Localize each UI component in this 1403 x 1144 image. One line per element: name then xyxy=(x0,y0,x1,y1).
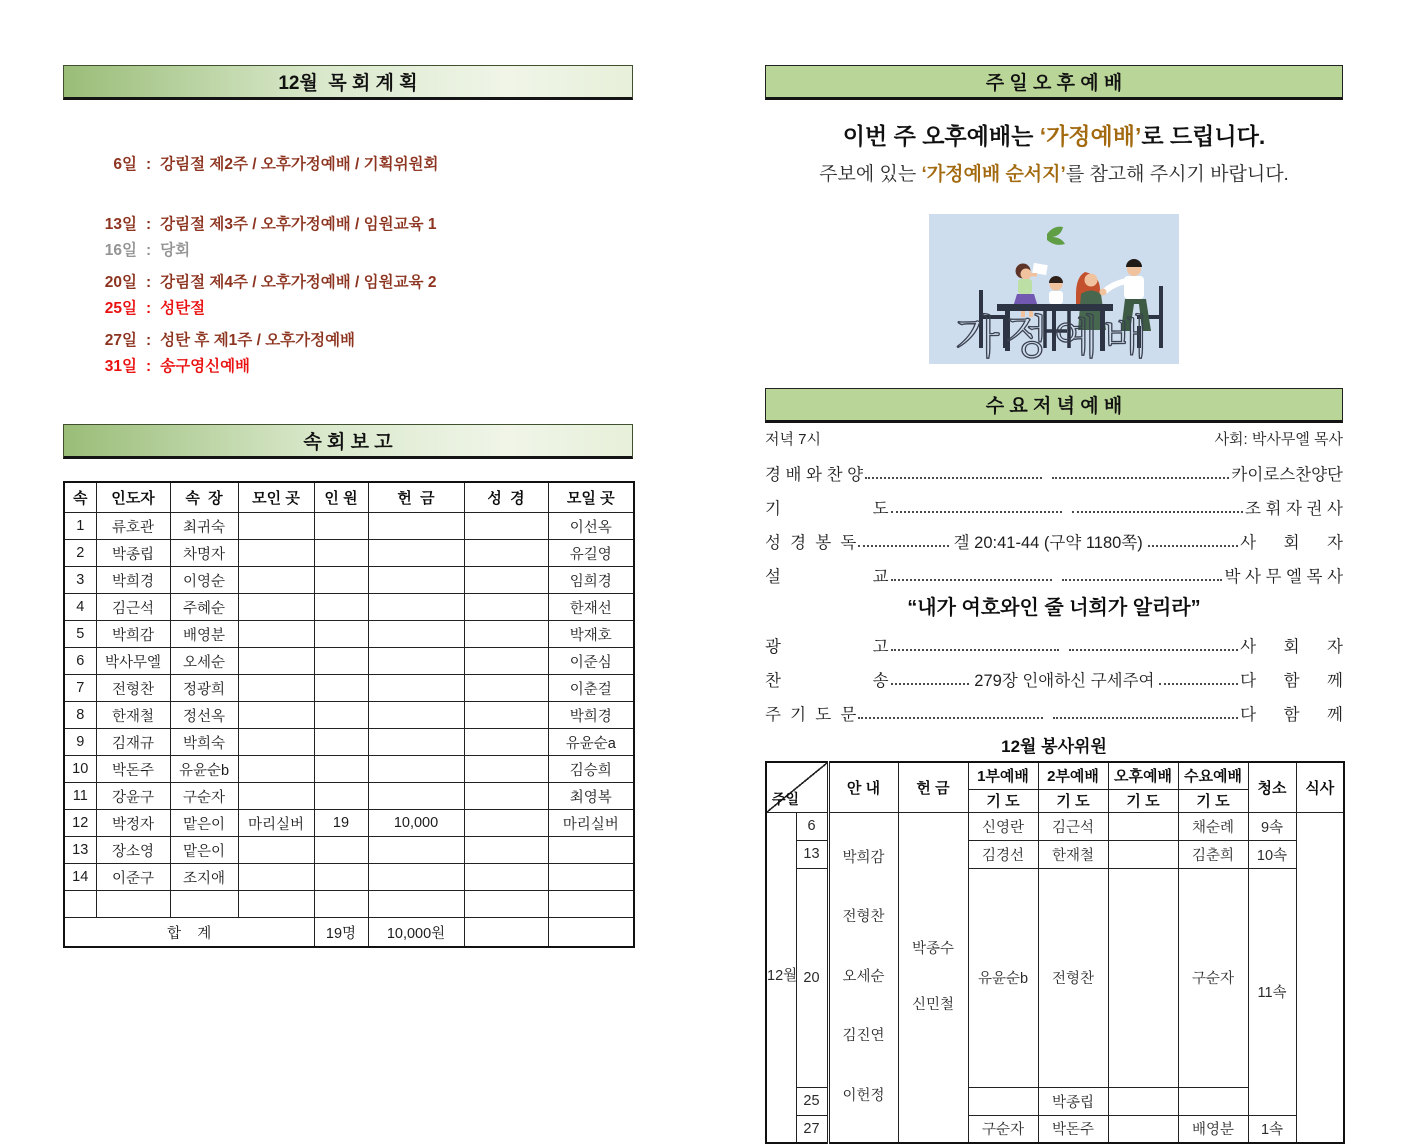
cell xyxy=(1108,840,1178,868)
col-header-offering: 헌 금 xyxy=(898,762,968,812)
order-line xyxy=(765,691,1343,725)
class-report-table xyxy=(63,481,635,948)
plan-text: 송구영신예배 xyxy=(160,358,251,375)
cell: 이춘걸 xyxy=(548,675,634,702)
order-label: 주 기 도 문 xyxy=(765,706,857,725)
cell xyxy=(368,594,464,621)
cell: 김승희 xyxy=(548,756,634,783)
col-header-guide: 안 내 xyxy=(828,762,898,812)
order-line xyxy=(765,519,1343,553)
cell: 박사무엘 xyxy=(96,648,170,675)
subheader-prayer: 기 도 xyxy=(968,789,1038,812)
cell: 박돈주 xyxy=(96,756,170,783)
dotted-leader xyxy=(891,511,1062,513)
table-row xyxy=(64,810,634,837)
cell: 김재규 xyxy=(96,729,170,756)
corner-diagonal-cell xyxy=(766,762,828,812)
cell xyxy=(464,567,548,594)
col-header: 모인 곳 xyxy=(238,482,314,513)
cell xyxy=(464,675,548,702)
family-worship-illustration xyxy=(929,214,1179,364)
col-header: 모일 곳 xyxy=(548,482,634,513)
col-header: 성 경 xyxy=(464,482,548,513)
table-row xyxy=(64,783,634,810)
table-row xyxy=(64,513,634,540)
order-label: 기 도 xyxy=(765,500,889,519)
col-header-wednesday: 수요예배 xyxy=(1178,762,1248,789)
section-title-ministry-plan: 12월 목 회 계 획 xyxy=(278,73,418,94)
cell xyxy=(64,891,96,918)
guide-name: 전형찬 xyxy=(842,909,885,925)
cell xyxy=(1108,1087,1178,1115)
table-row xyxy=(64,756,634,783)
cell: 구순자 xyxy=(968,1115,1038,1143)
cell: 최영복 xyxy=(548,783,634,810)
date-cell: 27 xyxy=(796,1115,828,1143)
dotted-leader xyxy=(1069,649,1238,651)
dotted-leader xyxy=(1052,477,1229,479)
section-title-afternoon-worship: 주 일 오 후 예 배 xyxy=(985,73,1123,94)
cell: 김근석 xyxy=(1038,812,1108,840)
duty-roster-table xyxy=(765,761,1345,1144)
cell xyxy=(314,648,368,675)
cell xyxy=(238,540,314,567)
cell: 19 xyxy=(314,810,368,837)
cell: 박재호 xyxy=(548,621,634,648)
plan-text: 성탄 후 제1주 / 오후가정예배 xyxy=(160,332,356,349)
order-assignee: 박 사 무 엘 목 사 xyxy=(1224,568,1344,587)
illustration-caption: 가정예배 xyxy=(955,311,1153,363)
cell xyxy=(238,567,314,594)
plan-day: 20일 xyxy=(104,274,137,291)
date-cell: 6 xyxy=(796,812,828,840)
cell xyxy=(464,783,548,810)
cell xyxy=(314,567,368,594)
plan-day: 13일 xyxy=(104,216,137,233)
cell: 박종립 xyxy=(1038,1087,1108,1115)
duty-row xyxy=(766,812,1344,840)
table-row xyxy=(64,729,634,756)
offering-names-cell xyxy=(898,812,968,1143)
cell xyxy=(314,837,368,864)
cell: 10 xyxy=(64,756,96,783)
cell: 8 xyxy=(64,702,96,729)
cell xyxy=(368,756,464,783)
left-page xyxy=(63,65,633,948)
order-label: 찬 송 xyxy=(765,672,889,691)
subheader-prayer: 기 도 xyxy=(1038,789,1108,812)
table-row xyxy=(64,891,634,918)
cell xyxy=(238,702,314,729)
cell: 장소영 xyxy=(96,837,170,864)
plan-item xyxy=(97,354,633,380)
cell xyxy=(464,702,548,729)
cell: 한재철 xyxy=(96,702,170,729)
guide-name: 박희감 xyxy=(842,849,885,866)
cell xyxy=(96,891,170,918)
section-title-class-report: 속 회 보 고 xyxy=(303,432,393,453)
notice-highlight: ‘가정예배 순서지’ xyxy=(921,164,1066,185)
cell xyxy=(368,783,464,810)
plan-day: 27일 xyxy=(104,332,137,349)
table-row xyxy=(64,864,634,891)
cell: 맡은이 xyxy=(170,837,238,864)
cell: 구순자 xyxy=(1178,868,1248,1087)
afternoon-notice-line1 xyxy=(765,118,1343,151)
cell: 유길영 xyxy=(548,540,634,567)
order-line xyxy=(765,451,1343,485)
cell xyxy=(238,756,314,783)
notice-highlight: ‘가정예배’ xyxy=(1039,123,1142,149)
cell xyxy=(368,567,464,594)
ministry-plan-list xyxy=(63,152,633,380)
col-header-service2: 2부예배 xyxy=(1038,762,1108,789)
cell: 오세순 xyxy=(170,648,238,675)
order-line xyxy=(765,485,1343,519)
cell: 이준구 xyxy=(96,864,170,891)
order-assignee: 사 회 자 xyxy=(1240,638,1343,657)
cell: 11 xyxy=(64,783,96,810)
cell xyxy=(314,702,368,729)
cell: 김경선 xyxy=(968,840,1038,868)
month-cell: 12월 xyxy=(766,812,796,1143)
plan-day: 31일 xyxy=(104,358,137,375)
cell: 4 xyxy=(64,594,96,621)
section-title-wednesday-worship: 수 요 저 녁 예 배 xyxy=(985,396,1123,417)
cell xyxy=(368,864,464,891)
total-count: 19명 xyxy=(314,918,368,948)
table-total-row xyxy=(64,918,634,948)
order-label: 설 교 xyxy=(765,568,889,587)
duty-table-title: 12월 봉사위원 xyxy=(1001,737,1107,756)
cell xyxy=(314,864,368,891)
cell: 1속 xyxy=(1248,1115,1296,1143)
cell: 배영분 xyxy=(170,621,238,648)
section-header-class-report xyxy=(63,424,633,459)
cell: 김근석 xyxy=(96,594,170,621)
cell xyxy=(368,675,464,702)
table-row xyxy=(64,594,634,621)
cell: 마리실버 xyxy=(238,810,314,837)
cell: 2 xyxy=(64,540,96,567)
cell xyxy=(464,756,548,783)
cell: 박정자 xyxy=(96,810,170,837)
order-assignee: 사 회 자 xyxy=(1240,534,1343,553)
plan-separator: : xyxy=(146,216,152,233)
cell xyxy=(238,594,314,621)
cell: 신영란 xyxy=(968,812,1038,840)
order-label: 성 경 봉 독 xyxy=(765,534,857,553)
cell: 차명자 xyxy=(170,540,238,567)
dotted-leader xyxy=(891,649,1060,651)
cell: 박돈주 xyxy=(1038,1115,1108,1143)
cell: 유윤순b xyxy=(968,868,1038,1087)
table-row xyxy=(64,648,634,675)
total-meet xyxy=(548,918,634,948)
cell xyxy=(368,729,464,756)
col-header-cleaning: 청소 xyxy=(1248,762,1296,812)
dotted-leader xyxy=(858,545,948,547)
cell xyxy=(368,891,464,918)
cell: 주혜순 xyxy=(170,594,238,621)
table-row xyxy=(64,837,634,864)
order-assignee: 조 휘 자 권 사 xyxy=(1244,500,1343,519)
worship-mc: 사회: 박사무엘 목사 xyxy=(1214,431,1343,448)
cell xyxy=(314,756,368,783)
date-cell: 13 xyxy=(796,840,828,868)
cell: 전형찬 xyxy=(96,675,170,702)
cell: 3 xyxy=(64,567,96,594)
cell xyxy=(238,837,314,864)
cell: 전형찬 xyxy=(1038,868,1108,1087)
order-label: 경 배 와 찬 양 xyxy=(765,466,864,485)
table-row xyxy=(64,702,634,729)
dotted-leader xyxy=(1053,717,1238,719)
cell xyxy=(1108,1115,1178,1143)
cell xyxy=(464,729,548,756)
offering-name: 신민철 xyxy=(911,997,955,1014)
cell: 정선옥 xyxy=(170,702,238,729)
table-row xyxy=(64,621,634,648)
plan-separator: : xyxy=(146,358,152,375)
afternoon-notice-line2 xyxy=(765,159,1343,186)
total-label: 합 계 xyxy=(64,918,314,948)
cell: 유윤순a xyxy=(548,729,634,756)
cell: 채순례 xyxy=(1178,812,1248,840)
cell xyxy=(238,729,314,756)
dotted-leader xyxy=(1159,683,1238,685)
col-header: 인도자 xyxy=(96,482,170,513)
col-header: 인 원 xyxy=(314,482,368,513)
cell xyxy=(368,513,464,540)
cell xyxy=(464,513,548,540)
cell xyxy=(368,540,464,567)
cell xyxy=(1108,868,1178,1087)
cell xyxy=(464,837,548,864)
section-header-afternoon-worship xyxy=(765,65,1343,100)
plan-separator: : xyxy=(146,274,152,291)
plan-item xyxy=(97,328,633,354)
date-cell: 25 xyxy=(796,1087,828,1115)
notice-text: 주보에 있는 xyxy=(819,164,922,185)
cell: 구순자 xyxy=(170,783,238,810)
cell xyxy=(1108,812,1178,840)
guide-name: 오세순 xyxy=(842,968,885,985)
cell xyxy=(368,648,464,675)
cell: 조지애 xyxy=(170,864,238,891)
plan-item xyxy=(97,212,633,238)
total-bible xyxy=(464,918,548,948)
cell xyxy=(314,513,368,540)
worship-time: 저녁 7시 xyxy=(765,431,821,448)
notice-text: 이번 주 오후예배는 xyxy=(842,123,1040,149)
cell: 10속 xyxy=(1248,840,1296,868)
cell xyxy=(464,594,548,621)
cell: 이영순 xyxy=(170,567,238,594)
cell xyxy=(1178,1087,1248,1115)
cell: 박희경 xyxy=(96,567,170,594)
cell xyxy=(464,891,548,918)
cell xyxy=(548,864,634,891)
cell xyxy=(368,702,464,729)
cell: 박종립 xyxy=(96,540,170,567)
cell xyxy=(238,864,314,891)
cell: 한재선 xyxy=(548,594,634,621)
duty-header-row xyxy=(766,762,1344,789)
cell xyxy=(314,594,368,621)
cell: 강윤구 xyxy=(96,783,170,810)
notice-text: 로 드립니다. xyxy=(1141,123,1266,149)
dotted-leader xyxy=(891,683,970,685)
cell: 류호관 xyxy=(96,513,170,540)
cell: 13 xyxy=(64,837,96,864)
cell xyxy=(968,1087,1038,1115)
section-header-ministry-plan xyxy=(63,65,633,100)
plan-item xyxy=(97,270,633,296)
plan-text: 강림절 제2주 / 오후가정예배 / 기획위원회 xyxy=(160,156,439,173)
plan-day: 25일 xyxy=(104,300,137,317)
guide-name: 이헌정 xyxy=(842,1087,885,1104)
cell xyxy=(548,837,634,864)
cell xyxy=(464,810,548,837)
plan-text: 강림절 제3주 / 오후가정예배 / 임원교육 1 xyxy=(160,216,437,233)
cell xyxy=(314,621,368,648)
cell xyxy=(238,513,314,540)
plan-day: 6일 xyxy=(113,156,137,173)
plan-separator: : xyxy=(146,156,152,173)
col-header: 헌 금 xyxy=(368,482,464,513)
cell xyxy=(464,621,548,648)
cell: 10,000 xyxy=(368,810,464,837)
col-header: 속 xyxy=(64,482,96,513)
dotted-leader xyxy=(865,477,1042,479)
table-row xyxy=(64,675,634,702)
cell: 박희경 xyxy=(548,702,634,729)
cell xyxy=(170,891,238,918)
order-line xyxy=(765,623,1343,657)
cell xyxy=(238,891,314,918)
order-line xyxy=(765,657,1343,691)
cell: 임희경 xyxy=(548,567,634,594)
cell: 14 xyxy=(64,864,96,891)
dotted-leader xyxy=(1062,579,1223,581)
notice-text: 를 참고해 주시기 바랍니다. xyxy=(1065,164,1289,185)
guide-names-cell xyxy=(828,812,898,1143)
cell: 배영분 xyxy=(1178,1115,1248,1143)
order-line xyxy=(765,553,1343,587)
cell: 1 xyxy=(64,513,96,540)
cell: 박희감 xyxy=(96,621,170,648)
plan-text: 강림절 제4주 / 오후가정예배 / 임원교육 2 xyxy=(160,274,437,291)
plan-item xyxy=(97,296,633,322)
cell: 유윤순b xyxy=(170,756,238,783)
section-header-wednesday-worship xyxy=(765,388,1343,423)
cell xyxy=(314,783,368,810)
col-header-afternoon: 오후예배 xyxy=(1108,762,1178,789)
cell: 정광희 xyxy=(170,675,238,702)
cell: 박희숙 xyxy=(170,729,238,756)
cell xyxy=(238,648,314,675)
subheader-prayer: 기 도 xyxy=(1178,789,1248,812)
table-row xyxy=(64,540,634,567)
cell xyxy=(314,540,368,567)
cell: 이선옥 xyxy=(548,513,634,540)
cell: 5 xyxy=(64,621,96,648)
cell: 맡은이 xyxy=(170,810,238,837)
cell: 9 xyxy=(64,729,96,756)
cell: 이준심 xyxy=(548,648,634,675)
offering-name: 박종수 xyxy=(911,941,955,958)
subheader-prayer: 기 도 xyxy=(1108,789,1178,812)
cell xyxy=(314,675,368,702)
cell xyxy=(314,891,368,918)
plan-item xyxy=(97,152,633,178)
plan-item xyxy=(97,238,633,264)
meal-cell xyxy=(1296,812,1344,1143)
cell: 최귀숙 xyxy=(170,513,238,540)
dotted-leader xyxy=(858,717,1043,719)
cell xyxy=(368,621,464,648)
cell xyxy=(238,621,314,648)
wednesday-info-row xyxy=(765,429,1343,451)
order-assignee: 카이로스찬양단 xyxy=(1231,466,1343,485)
corner-label: 주일 xyxy=(772,790,800,807)
order-label: 광 고 xyxy=(765,638,889,657)
order-detail: 겔 20:41-44 (구약 1180쪽) xyxy=(953,534,1143,553)
col-header-service1: 1부예배 xyxy=(968,762,1038,789)
col-header: 속 장 xyxy=(170,482,238,513)
cell xyxy=(548,891,634,918)
cell xyxy=(464,864,548,891)
cell xyxy=(464,648,548,675)
cell xyxy=(464,540,548,567)
plan-day: 16일 xyxy=(104,242,137,259)
cell xyxy=(314,729,368,756)
cell xyxy=(368,837,464,864)
date-cell: 20 xyxy=(796,868,828,1087)
guide-name: 김진연 xyxy=(842,1028,885,1044)
plan-separator: : xyxy=(146,300,152,317)
cell: 7 xyxy=(64,675,96,702)
cell: 한재철 xyxy=(1038,840,1108,868)
col-header-meal: 식사 xyxy=(1296,762,1344,812)
cell: 6 xyxy=(64,648,96,675)
plan-text: 성탄절 xyxy=(160,300,206,317)
dotted-leader xyxy=(1148,545,1238,547)
order-detail: 279장 인애하신 구세주여 xyxy=(974,672,1155,691)
cell: 김춘희 xyxy=(1178,840,1248,868)
cell xyxy=(238,783,314,810)
plan-text: 당회 xyxy=(160,242,191,259)
dotted-leader xyxy=(1072,511,1243,513)
cell: 마리실버 xyxy=(548,810,634,837)
dotted-leader xyxy=(891,579,1052,581)
cell: 9속 xyxy=(1248,812,1296,840)
order-assignee: 다 함 께 xyxy=(1240,672,1343,691)
right-page xyxy=(765,65,1343,1144)
plan-separator: : xyxy=(146,332,152,349)
total-offering: 10,000원 xyxy=(368,918,464,948)
cell: 12 xyxy=(64,810,96,837)
table-row xyxy=(64,567,634,594)
cell: 11속 xyxy=(1248,868,1296,1115)
plan-separator: : xyxy=(146,242,152,259)
table-header-row xyxy=(64,482,634,513)
cell xyxy=(238,675,314,702)
order-assignee: 다 함 께 xyxy=(1240,706,1343,725)
sermon-title: “내가 여호와인 줄 너희가 알리라” xyxy=(907,596,1201,619)
